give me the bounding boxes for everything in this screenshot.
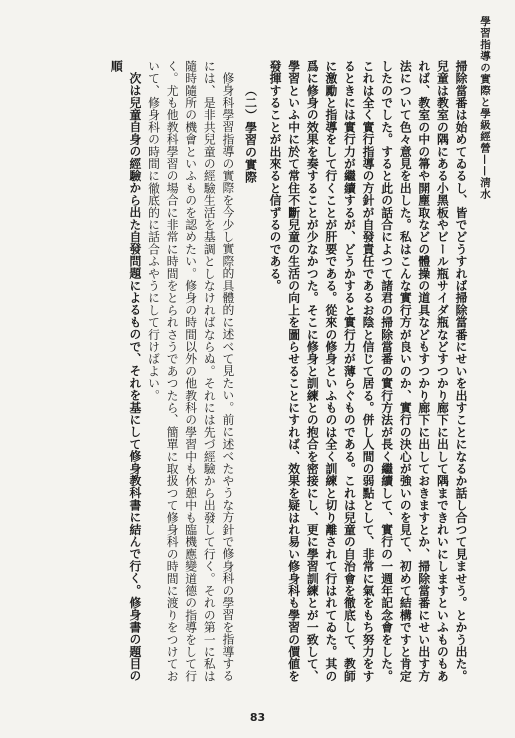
page-number: 83 <box>249 711 266 724</box>
vertical-text-body <box>60 60 470 690</box>
running-head-title: 學習指導の實際と學級經營——淸水 <box>479 16 491 200</box>
section-heading: （二）學習の實際 <box>243 84 258 184</box>
body-paragraph-1: 掃除當番は始めてゐるし、皆でどうすれば掃除當番にせいを出すことになるか話し合つて見ませう。とかう出た。兒童は教室の隅にある小黑板やビール瓶サイダ瓶などすつかり廊下に出して隅まできれいにしますといふものもあれば、教室の中の箒や開塵取などの體操の道具などもすつかり廊下に出しておきますとか、掃除當番にせい出す方法について色々意見を出した。私はこんな實行方が良いのか、實行の決心が強いのを見て、初めて結構ですと肯定したのでした。すると此の話合によつて諸君の掃除當番の實行方法が長く繼續して、實行の一週年記念會をした。これは全く實行指導の方針が自發責任であるお陰と信じて居る。併し人間の弱點として、非常に氣をもち努力をするときには實行力が繼續するが、どうかすると實行力が薄らぐものである。これは兒童の自治會を徹底して、教師に激勵と指導をして行くことが肝要である。從來の修身といふものは全く訓練と切り離されて行はれてゐた。其の爲に修身の效果を奏することが少なかつた。そこに修身と訓練との抱合を密接にし、更に學習訓練とが一致して、學習といふ中に於て常住不斷兒童の生活の向上を圖らせることにすれば、效果を疑はれ易い修身科も學習の價値を發揮することが出來ると信ずるのである。 <box>268 60 468 683</box>
body-paragraph-2: 修身科學習指導の實際を今少し實際的具體的に述べて見たい。前に述べたやうな方針で修身科の學習を指導するには、是非共兒童の經驗生活を基調としなければならぬ。それには先づ經驗から出發して行く。それの第一に私は隨時隨所の機會といふものを認めたい。修身の時間以外の他教科の學習中も休憩中も臨機應變道德の指導をして行く。尤も他教科學習の場合に非常に時間をとられさうであつたら、簡單に取扱つて修身科の時間に渡りをつけておいて、修身科の時間に徹底的に話合ふやうにして行けばよい。 <box>146 60 235 683</box>
body-paragraph-3: 次は兒童自身の經驗から出た自發問題によるもので、それを基にして修身教科書に結んで行く。修身書の題目の順 <box>109 60 142 682</box>
